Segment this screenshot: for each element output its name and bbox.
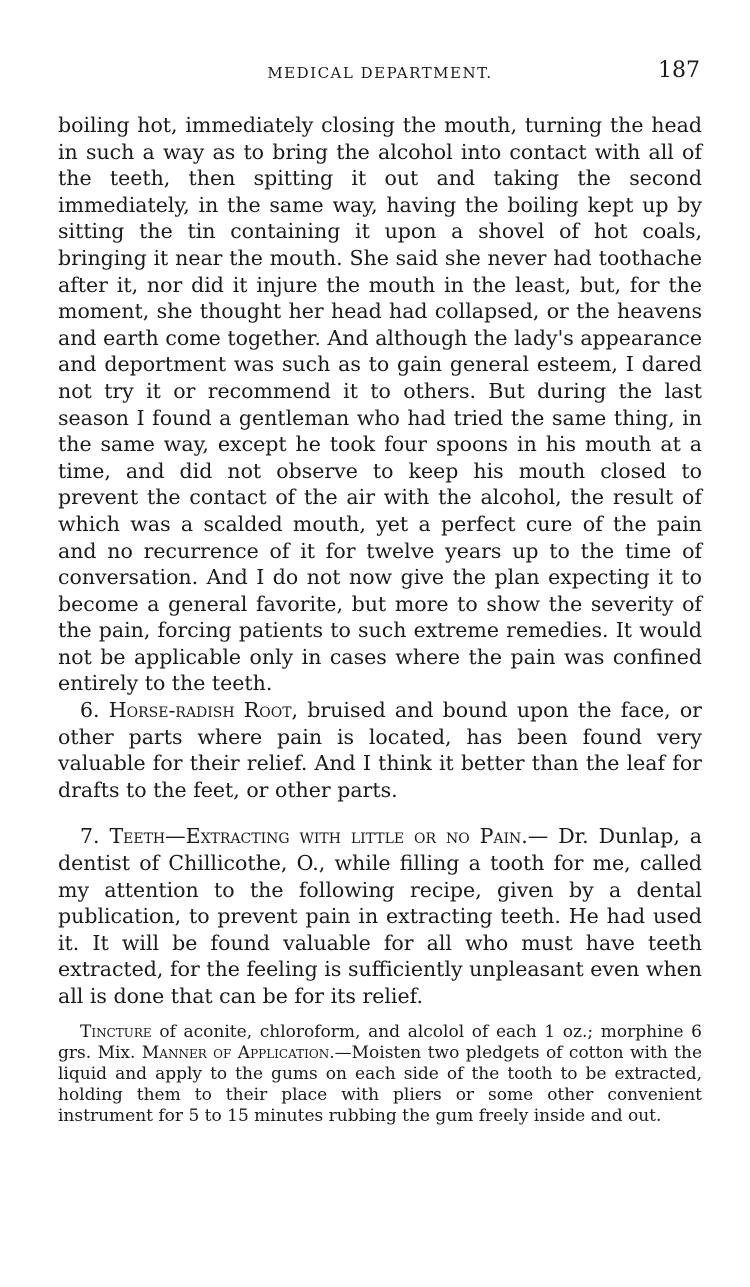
item-7-heading: Teeth—Extracting with little or no Pain.—	[109, 824, 549, 849]
recipe-note	[58, 1022, 702, 1127]
running-title: MEDICAL DEPARTMENT.	[267, 64, 493, 82]
item-6-number: 6.	[80, 698, 100, 723]
paragraph-item-7	[58, 823, 702, 1009]
item-7-text: Dr. Dunlap, a dentist of Chillicothe, O., while filling a tooth for me, called my attention to the following recipe, given by a dental publication, to prevent pain in extracting teeth. He had used it. It will be found valuable for all who must have teeth extracted, for the feeling is sufficiently unpleasant even when all is done that can be for its relief.	[58, 824, 702, 1008]
paragraph-continuation: boiling hot, immediately closing the mouth, turning the head in such a way as to bring the alcohol into contact with all of the teeth, then spitting it out and taking the second immediately, in the same way, having the boiling kept up by sitting the tin containing it upon a shovel of hot coals, bringing it near the mouth. She said she never had toothache after it, nor did it injure the mouth in the least, but, for the moment, she thought her head had collapsed, or the heavens and earth come together. And although the lady's appearance and deportment was such as to gain general esteem, I dared not try it or recommend it to others. But during the last season I found a gentleman who had tried the same thing, in the same way, except he took four spoons in his mouth at a time, and did not observe to keep his mouth closed to prevent the contact of the air with the alcohol, the result of which was a scalded mouth, yet a perfect cure of the pain and no recurrence of it for twelve years up to the time of conversation. And I do not now give the plan expecting it to become a general favorite, but more to show the severity of the pain, forcing patients to such extreme remedies. It would not be applicable only in cases where the pain was confined entirely to the teeth.	[58, 113, 702, 696]
page-number: 187	[658, 58, 700, 83]
recipe-text-ingredients: of aconite, chloroform, and alcolol of each 1 oz.; morphine 6 grs. Mix.	[58, 1021, 702, 1063]
paragraph-item-6	[58, 697, 702, 803]
item-7-number: 7.	[80, 824, 100, 849]
recipe-label-application: Manner of Application.	[141, 1042, 335, 1063]
item-6-text: bruised and bound upon the face, or other parts where pain is located, has been found very valuable for their relief. And I think it better than the leaf for drafts to the feet, or other parts.	[58, 698, 702, 802]
item-6-heading: Horse-radish Root,	[108, 698, 299, 723]
recipe-text-application: —Moisten two pledgets of cotton with the liquid and apply to the gums on each side of the tooth to be extracted, holding them to their place with pliers or some other convenient instrument for 5 to 15 minutes rubbing the gum freely inside and out.	[58, 1042, 703, 1126]
recipe-label-tincture: Tincture	[80, 1021, 152, 1042]
running-head	[58, 58, 702, 88]
